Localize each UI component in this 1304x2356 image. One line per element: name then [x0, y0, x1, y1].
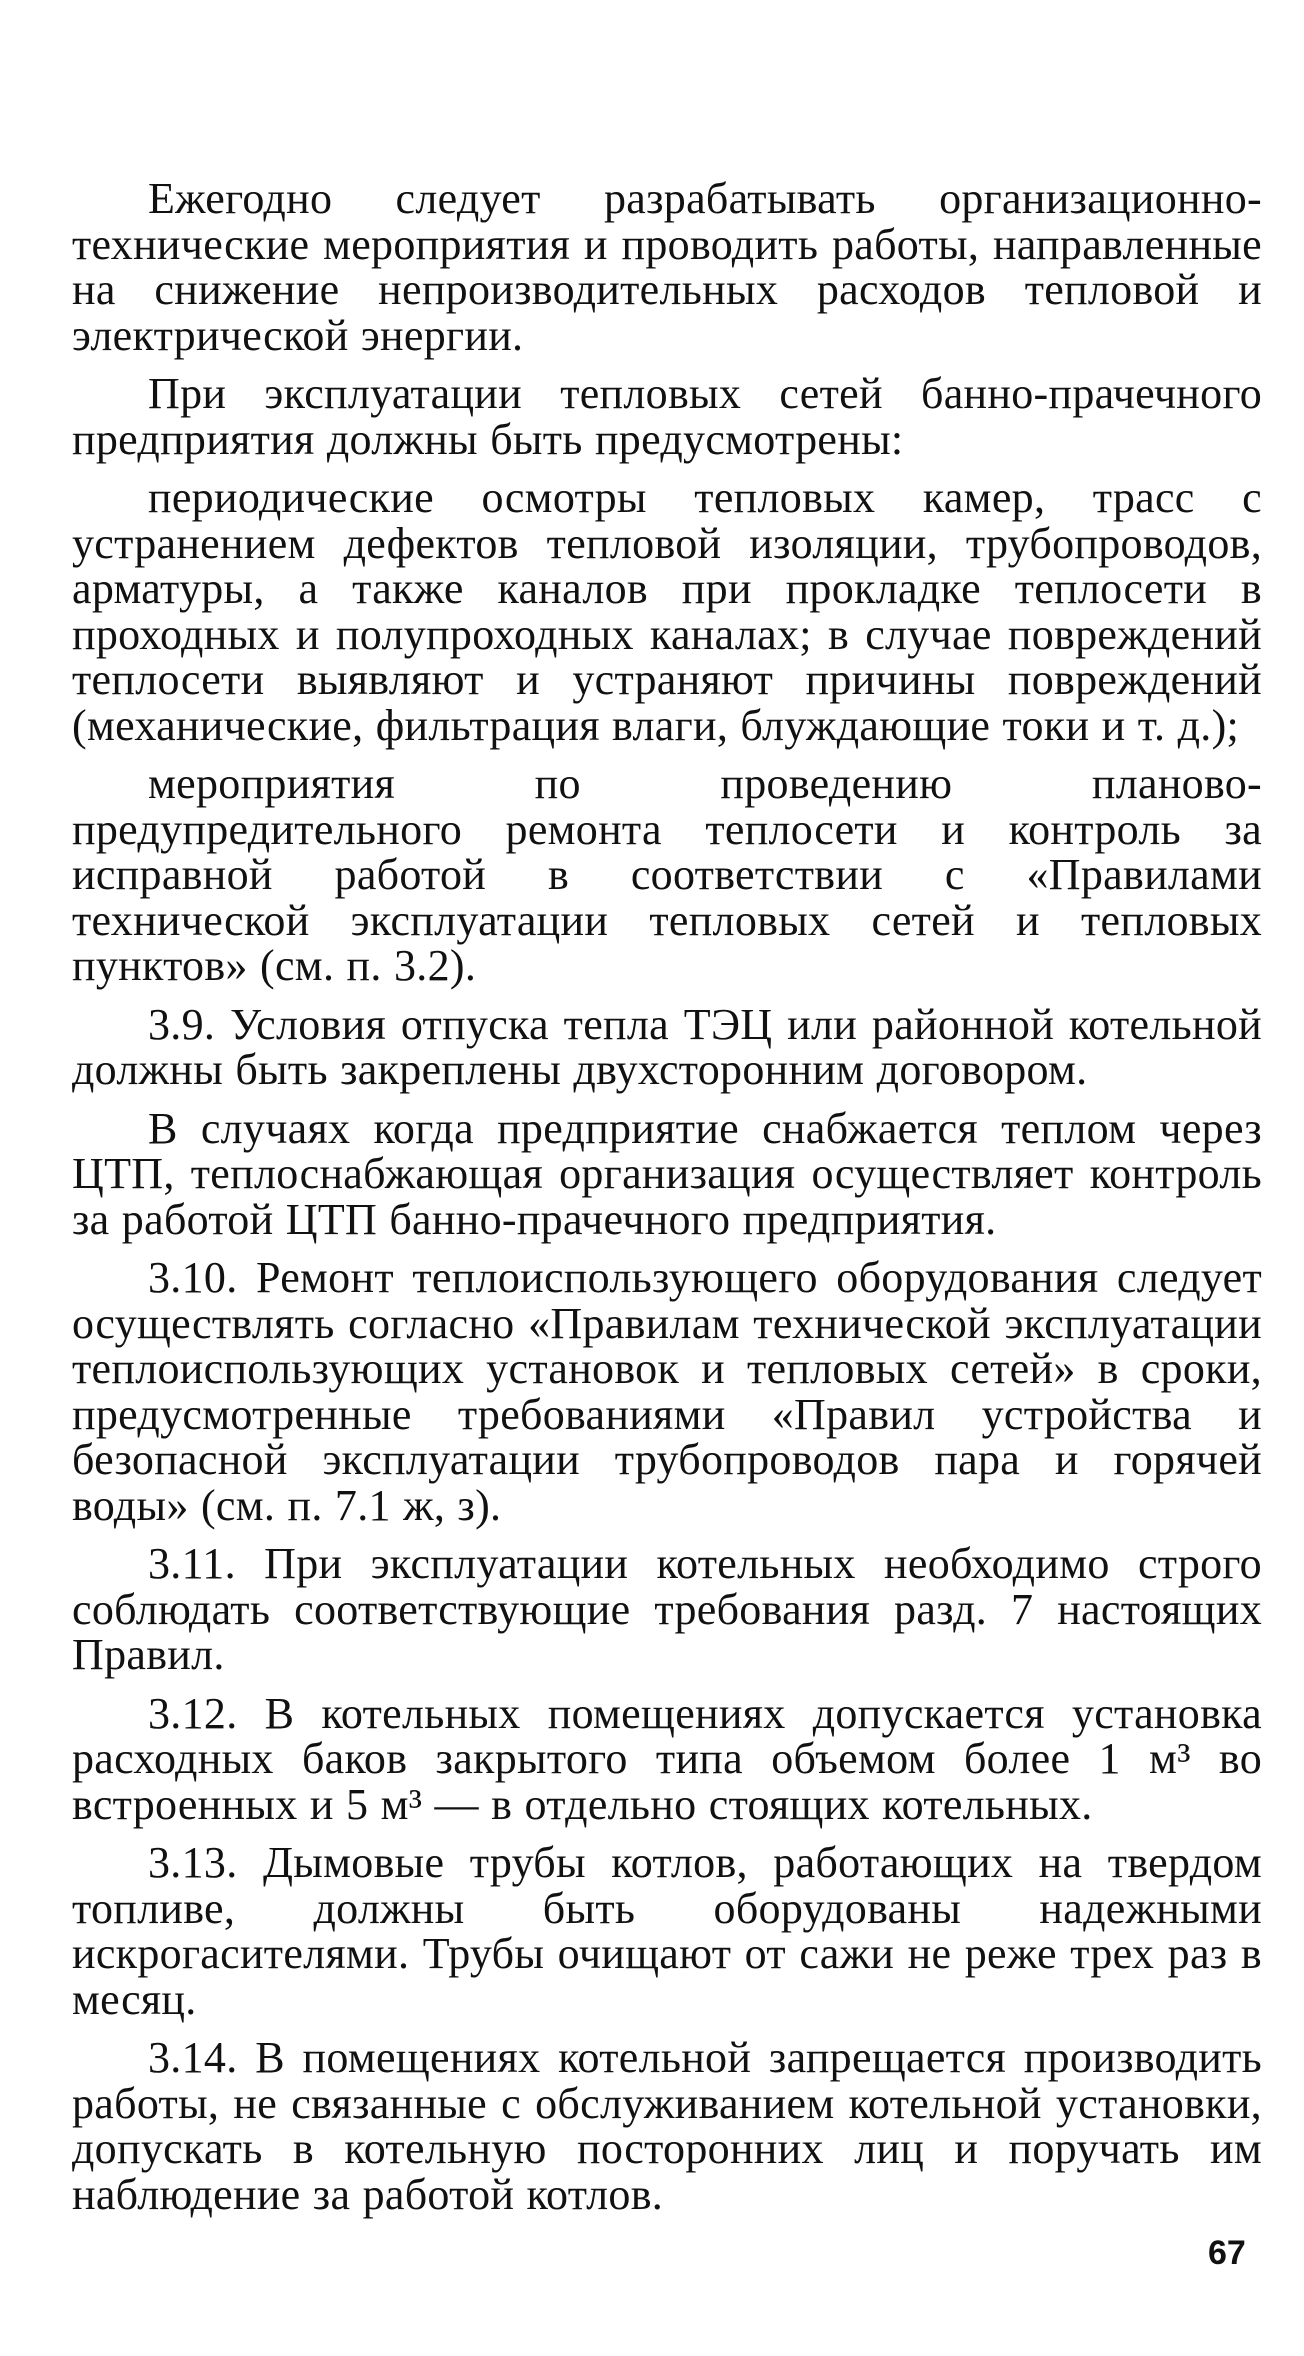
page-number: 67 [1208, 2234, 1246, 2272]
paragraph-energy-measures: Ежегодно следует разрабатывать организационно-технические мероприятия и проводить работы, направленные на снижение непроизводительных расходов тепловой и электрической энергии. [72, 174, 1262, 360]
paragraph-ctp-supply: В случаях когда предприятие снабжается теплом через ЦТП, теплоснабжающая организация осуществляет контроль за работой ЦТП банно-прачечного предприятия. [72, 1103, 1262, 1244]
paragraph-3-11: 3.11. При эксплуатации котельных необходимо строго соблюдать соответствующие требования разд. 7 настоящих Правил. [72, 1539, 1262, 1679]
paragraph-preventive-repair: мероприятия по проведению планово-предупредительного ремонта теплосети и контроль за исправной работой в соответствии с «Правилами технической эксплуатации тепловых сетей и тепловых пунктов» (см. п. 3.2). [72, 759, 1262, 990]
paragraph-3-12: 3.12. В котельных помещениях допускается установка расходных баков закрытого типа объемом более 1 м³ во встроенных и 5 м³ — в отдельно стоящих котельных. [72, 1688, 1262, 1829]
paragraph-heat-networks-intro: При эксплуатации тепловых сетей банно-прачечного предприятия должны быть предусмотрены: [72, 369, 1262, 464]
paragraph-periodic-inspections: периодические осмотры тепловых камер, трасс с устранением дефектов тепловой изоляции, трубопроводов, арматуры, а также каналов при прокладке теплосети в проходных и полупроходных каналах; в случае повреждений теплосети выявляют и устраняют причины повреждений (механические, фильтрация влаги, блуждающие токи и т. д.); [72, 473, 1262, 750]
paragraph-3-13: 3.13. Дымовые трубы котлов, работающих на твердом топливе, должны быть оборудованы надежными искрогасителями. Трубы очищают от сажи не реже трех раз в месяц. [72, 1838, 1262, 2024]
page-body [72, 176, 1262, 2276]
paragraph-3-9: 3.9. Условия отпуска тепла ТЭЦ или районной котельной должны быть закреплены двухсторонним договором. [72, 999, 1262, 1094]
paragraph-3-10: 3.10. Ремонт теплоиспользующего оборудования следует осуществлять согласно «Правилам технической эксплуатации теплоиспользующих установок и тепловых сетей» в сроки, предусмотренные требованиями «Правил устройства и безопасной эксплуатации трубопроводов пара и горячей воды» (см. п. 7.1 ж, з). [72, 1253, 1262, 1530]
paragraph-3-14: 3.14. В помещениях котельной запрещается производить работы, не связанные с обслуживанием котельной установки, допускать в котельную посторонних лиц и поручать им наблюдение за работой котлов. [72, 2033, 1262, 2219]
